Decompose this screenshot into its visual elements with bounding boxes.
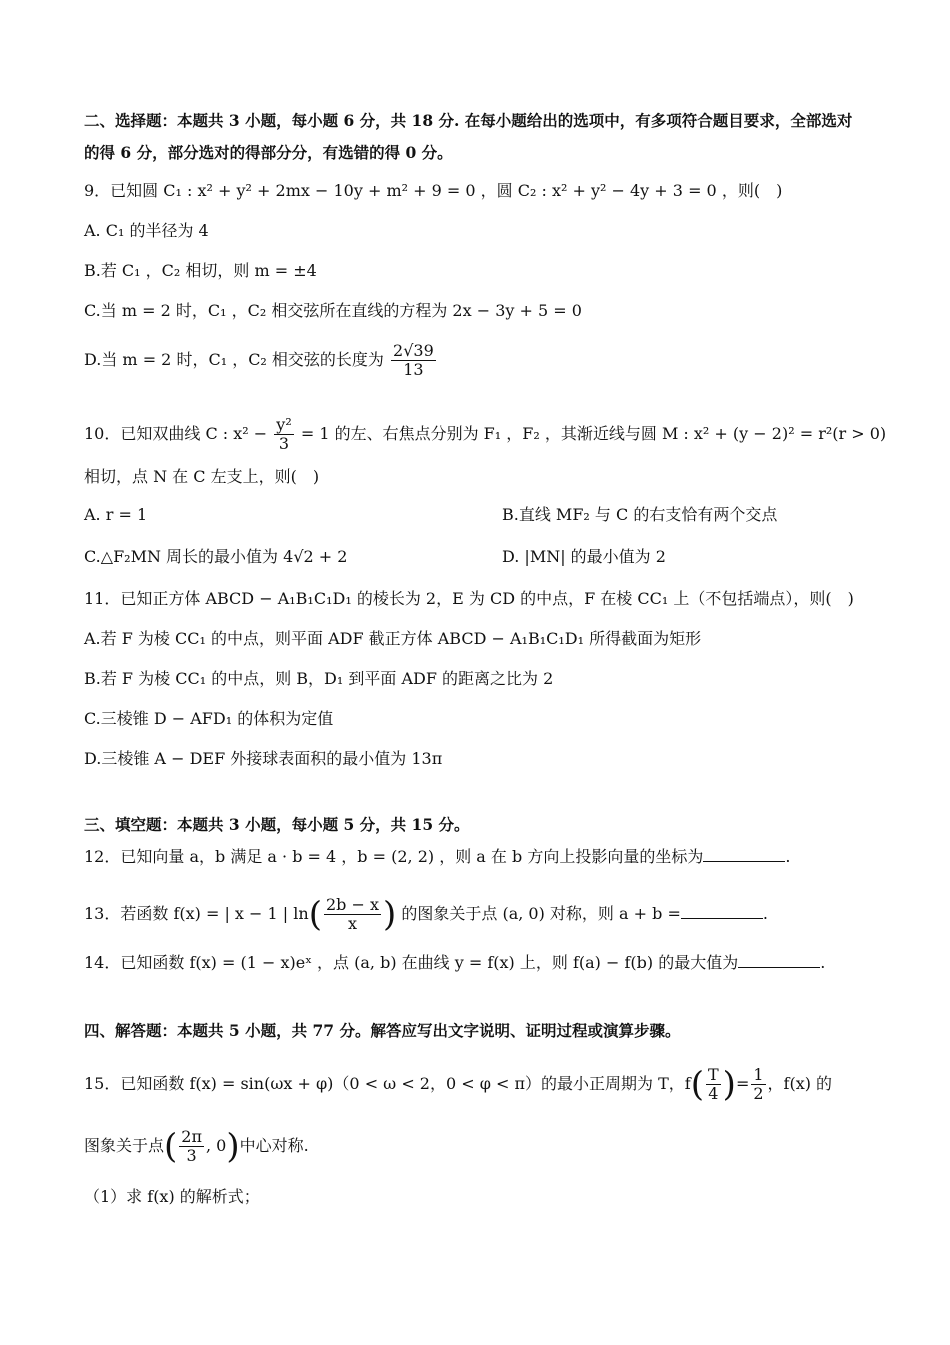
question-9-option-d <box>84 342 438 379</box>
left-paren: ( <box>690 1064 704 1105</box>
question-12-end: . <box>785 847 791 866</box>
point-tail: , 0 <box>205 1136 227 1155</box>
section-3-header: 三、填空题：本题共 3 小题，每小题 5 分，共 15 分。 <box>84 815 470 834</box>
question-14-end: . <box>820 953 826 972</box>
answer-blank <box>681 904 763 919</box>
question-15-line1 <box>84 1066 832 1103</box>
right-paren: ) <box>383 894 397 935</box>
question-12-text: 12．已知向量 a，b 满足 a · b = 4 ，b = (2, 2) ，则 a 在 b 方向上投影向量的坐标为 <box>84 847 704 866</box>
question-10-stem-line2: 相切，点 N 在 C 左支上，则( ) <box>84 467 320 486</box>
question-15-line2 <box>84 1128 309 1165</box>
question-10-stem <box>84 416 886 453</box>
fraction-numerator: T <box>708 1065 719 1084</box>
fraction-numerator: 1 <box>753 1065 764 1084</box>
fraction-numerator: 2b − x <box>325 895 379 914</box>
question-9-option-d-text: D.当 m = 2 时，C₁ ，C₂ 相交弦的长度为 <box>84 350 384 369</box>
question-15-line2-post: 中心对称. <box>239 1136 309 1155</box>
question-11-option-c: C.三棱锥 D − AFD₁ 的体积为定值 <box>84 709 334 728</box>
question-9-option-a: A. C₁ 的半径为 4 <box>84 221 209 240</box>
section-2-header-line1: 二、选择题：本题共 3 小题，每小题 6 分，共 18 分. 在每小题给出的选项中，有多项符合题目要求，全部选对 <box>84 111 853 130</box>
question-9-stem: 9．已知圆 C₁ : x² + y² + 2mx − 10y + m² + 9 = 0 ，圆 C₂ : x² + y² − 4y + 3 = 0 ，则( ) <box>84 181 783 200</box>
question-10-options-row1 <box>84 504 778 526</box>
question-11-option-d: D.三棱锥 A − DEF 外接球表面积的最小值为 13π <box>84 749 443 768</box>
question-9-option-d-fraction <box>391 342 436 379</box>
fraction-numerator: y² <box>276 415 292 434</box>
question-10-option-d: D. |MN| 的最小值为 2 <box>502 547 666 566</box>
equals-sign: = <box>735 1074 750 1093</box>
fraction-numerator: 2π <box>181 1127 202 1146</box>
question-15-subquestion-1: （1）求 f(x) 的解析式； <box>84 1187 260 1206</box>
question-13-fraction <box>324 896 381 933</box>
question-13-text-pre: 13．若函数 f(x) = | x − 1 | ln <box>84 904 309 923</box>
question-15-line2-pre: 图象关于点 <box>84 1136 165 1155</box>
question-13-end: . <box>762 904 768 923</box>
question-10-stem-pre: 10．已知双曲线 C : x² − <box>84 424 268 443</box>
section-2-header-line2: 的得 6 分，部分选对的得部分分，有选错的得 0 分。 <box>84 143 453 162</box>
question-13-text-post: 的图象关于点 (a, 0) 对称，则 a + b = <box>401 904 681 923</box>
question-13 <box>84 896 768 933</box>
question-9-option-b: B.若 C₁ ，C₂ 相切，则 m = ±4 <box>84 261 317 280</box>
right-paren: ) <box>722 1064 736 1105</box>
question-12 <box>84 846 790 868</box>
answer-blank <box>738 953 820 968</box>
fraction-denominator: 3 <box>278 434 290 453</box>
question-9-option-c: C.当 m = 2 时，C₁ ，C₂ 相交弦所在直线的方程为 2x − 3y + 5 = 0 <box>84 301 582 320</box>
answer-blank <box>703 847 785 862</box>
t-over-4-fraction <box>706 1066 721 1103</box>
two-pi-over-3-fraction <box>179 1128 204 1165</box>
question-10-fraction <box>274 416 293 453</box>
question-11-option-a: A.若 F 为棱 CC₁ 的中点，则平面 ADF 截正方体 ABCD − A₁B₁C₁D₁ 所得截面为矩形 <box>84 629 702 648</box>
question-15-text-post: ，f(x) 的 <box>767 1074 833 1093</box>
fraction-denominator: 3 <box>186 1146 197 1165</box>
question-10-option-a: A. r = 1 <box>84 505 148 524</box>
question-15-text-pre: 15．已知函数 f(x) = sin(ωx + φ)（0 < ω < 2，0 < φ < π）的最小正周期为 T，f <box>84 1074 691 1093</box>
section-4-header: 四、解答题：本题共 5 小题，共 77 分。解答应写出文字说明、证明过程或演算步骤。 <box>84 1021 681 1040</box>
fraction-denominator: 2 <box>753 1084 764 1103</box>
fraction-numerator: 2√39 <box>393 341 434 360</box>
fraction-denominator: 13 <box>403 360 424 379</box>
question-11-option-b: B.若 F 为棱 CC₁ 的中点，则 B，D₁ 到平面 ADF 的距离之比为 2 <box>84 669 554 688</box>
question-10-option-c: C.△F₂MN 周长的最小值为 4√2 + 2 <box>84 547 348 566</box>
fraction-denominator: 4 <box>708 1084 719 1103</box>
question-14-text: 14．已知函数 f(x) = (1 − x)eˣ ，点 (a, b) 在曲线 y = f(x) 上，则 f(a) − f(b) 的最大值为 <box>84 953 739 972</box>
left-paren: ( <box>164 1126 178 1167</box>
left-paren: ( <box>308 894 322 935</box>
right-paren: ) <box>226 1126 240 1167</box>
one-half-fraction <box>751 1066 765 1103</box>
question-10-stem-post: = 1 的左、右焦点分别为 F₁ ，F₂ ，其渐近线与圆 M : x² + (y − 2)² = r²(r > 0) <box>300 424 887 443</box>
question-10-options-row2 <box>84 546 666 568</box>
question-11-stem: 11．已知正方体 ABCD − A₁B₁C₁D₁ 的棱长为 2，E 为 CD 的中点，F 在棱 CC₁ 上（不包括端点），则( ) <box>84 589 854 608</box>
fraction-denominator: x <box>347 914 357 933</box>
question-14 <box>84 952 825 974</box>
question-10-option-b: B.直线 MF₂ 与 C 的右支恰有两个交点 <box>502 505 778 524</box>
